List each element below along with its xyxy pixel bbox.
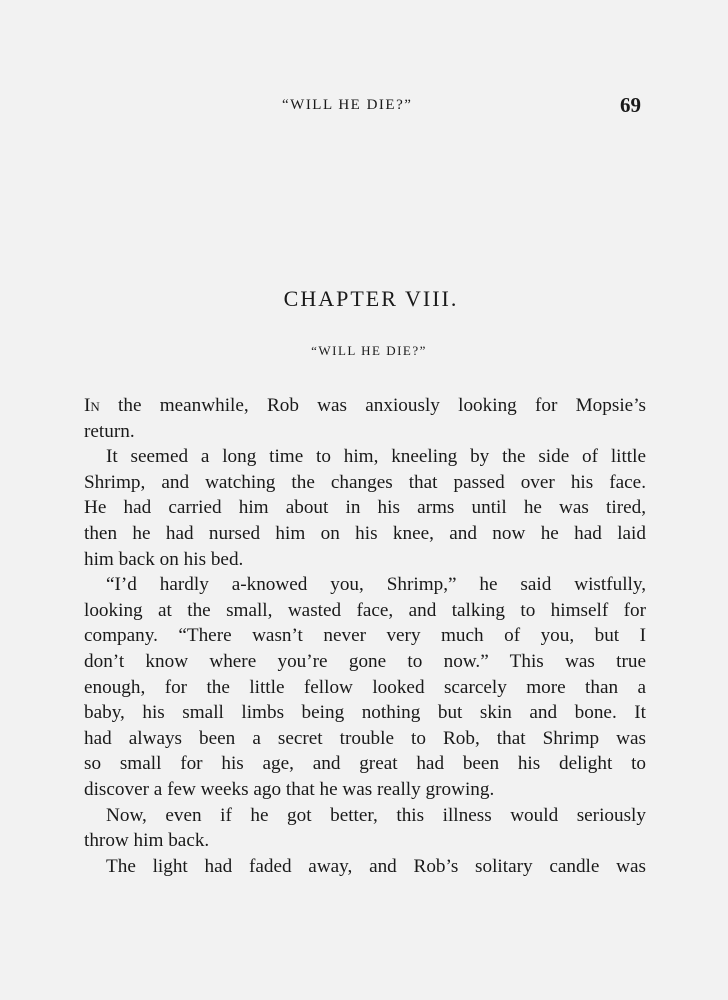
chapter-subtitle: “WILL HE DIE?” [311, 343, 427, 358]
text-line: Shrimp, and watching the changes that passed over his face. [84, 471, 646, 493]
text-line: Now, even if he got better, this illness would seriously [106, 804, 646, 826]
text-line: The light had faded away, and Rob’s solitary candle was [106, 855, 646, 877]
text-line: baby, his small limbs being nothing but skin and bone. It [84, 702, 646, 724]
page-number: 69 [620, 93, 641, 117]
text-line: In the meanwhile, Rob was anxiously looking for Mopsie’s [84, 395, 646, 416]
text-line: It seemed a long time to him, kneeling by the side of little [106, 446, 646, 468]
text-line: had always been a secret trouble to Rob, that Shrimp was [84, 727, 646, 749]
chapter-title: CHAPTER VIII. [283, 286, 459, 311]
text-line: discover a few weeks ago that he was really growing. [84, 778, 495, 800]
text-line: company. “There wasn’t never very much of you, but I [84, 625, 646, 647]
text-line: return. [84, 420, 135, 442]
text-line: looking at the small, wasted face, and talking to himself for [84, 599, 646, 621]
text-line: so small for his age, and great had been his delight to [84, 753, 646, 775]
text-line: enough, for the little fellow looked scarcely more than a [84, 676, 646, 698]
text-line: “I’d hardly a-knowed you, Shrimp,” he said wistfully, [106, 574, 646, 596]
body-text [84, 393, 646, 879]
text-line: him back on his bed. [84, 548, 244, 570]
running-title: “WILL HE DIE?” [282, 97, 413, 113]
text-line: throw him back. [84, 830, 210, 852]
text-line: don’t know where you’re gone to now.” This was true [84, 650, 646, 672]
opening-word: In [84, 395, 100, 416]
text-line: then he had nursed him on his knee, and now he had laid [84, 522, 646, 544]
text-line: He had carried him about in his arms until he was tired, [84, 497, 646, 519]
